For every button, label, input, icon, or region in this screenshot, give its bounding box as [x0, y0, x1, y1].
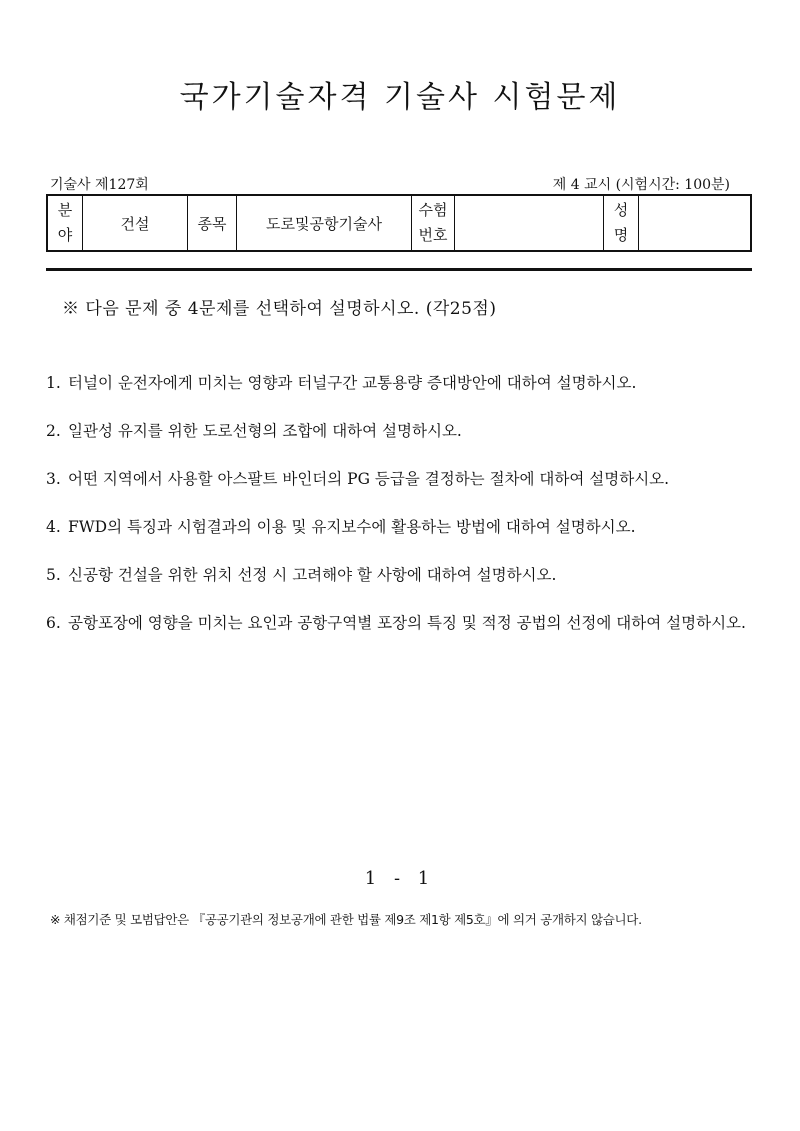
exam-round: 기술사 제127회 [50, 177, 149, 193]
name-field[interactable] [639, 195, 752, 251]
question-item [46, 417, 756, 445]
question-number: 5. [46, 566, 61, 584]
name-label-cell [604, 195, 639, 251]
question-item [46, 369, 756, 397]
field-label-cell [47, 195, 83, 251]
exam-number-label-line2: 번호 [418, 226, 448, 244]
question-text: 공항포장에 영향을 미치는 요인과 공항구역별 포장의 특징 및 적정 공법의 선정에 대하여 설명하시오. [68, 614, 746, 632]
field-value: 건설 [83, 195, 188, 251]
page-number: 1 - 1 [364, 868, 436, 889]
question-item [46, 609, 756, 637]
question-number: 6. [46, 614, 61, 632]
question-number: 3. [46, 470, 61, 488]
exam-number-label-cell [412, 195, 455, 251]
question-text: FWD의 특징과 시험결과의 이용 및 유지보수에 활용하는 방법에 대하여 설명하시오. [68, 518, 636, 536]
footnote: ※ 채점기준 및 모범답안은 『공공기관의 정보공개에 관한 법률 제9조 제1항 제5호』에 의거 공개하지 않습니다. [50, 912, 642, 927]
divider-line [46, 268, 752, 271]
question-text: 신공항 건설을 위한 위치 선정 시 고려해야 할 사항에 대하여 설명하시오. [68, 566, 557, 584]
name-label-line1: 성 [613, 201, 629, 219]
question-text: 어떤 지역에서 사용할 아스팔트 바인더의 PG 등급을 결정하는 절차에 대하여 설명하시오. [68, 470, 670, 488]
question-item [46, 513, 756, 541]
question-list [46, 369, 756, 657]
field-label-line2: 야 [57, 226, 73, 244]
exam-session: 제 4 교시 (시험시간: 100분) [552, 177, 730, 193]
name-label-line2: 명 [613, 226, 629, 244]
question-number: 2. [46, 422, 61, 440]
document-title: 국가기술자격 기술사 시험문제 [179, 80, 621, 115]
exam-number-label-line1: 수험 [418, 201, 448, 219]
category-label: 종목 [188, 195, 237, 251]
category-value: 도로및공항기술사 [237, 195, 412, 251]
instruction-text: ※ 다음 문제 중 4문제를 선택하여 설명하시오. (각25점) [62, 299, 497, 319]
question-item [46, 465, 756, 493]
question-number: 4. [46, 518, 61, 536]
exam-info-table [46, 194, 752, 252]
question-item [46, 561, 756, 589]
question-text: 일관성 유지를 위한 도로선형의 조합에 대하여 설명하시오. [68, 422, 462, 440]
exam-number-field[interactable] [455, 195, 604, 251]
question-number: 1. [46, 374, 61, 392]
field-label-line1: 분 [57, 201, 73, 219]
question-text: 터널이 운전자에게 미치는 영향과 터널구간 교통용량 증대방안에 대하여 설명하시오. [68, 374, 637, 392]
